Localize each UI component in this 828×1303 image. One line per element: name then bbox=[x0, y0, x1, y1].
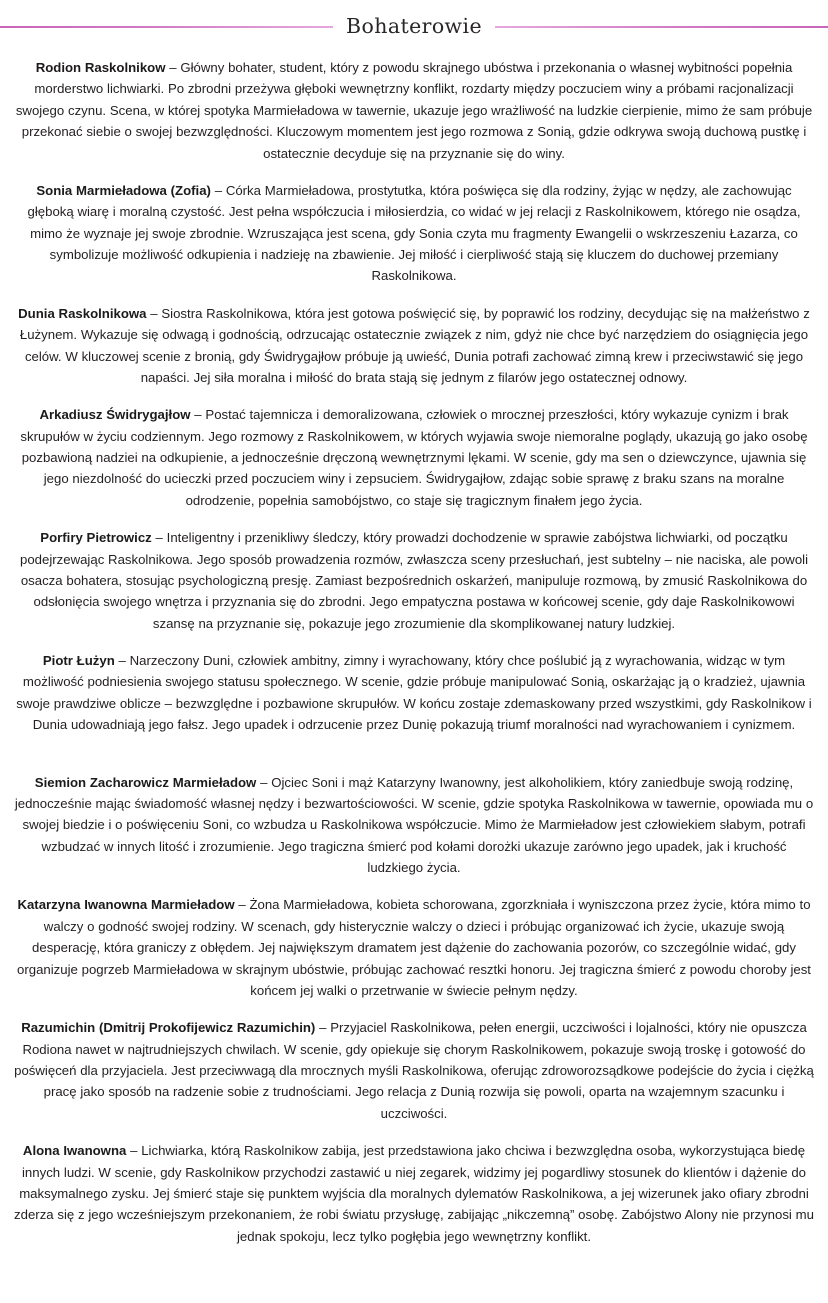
header-rule-right bbox=[495, 26, 828, 28]
character-name: Porfiry Pietrowicz bbox=[40, 530, 152, 546]
name-separator: – bbox=[234, 897, 250, 913]
character-name: Dunia Raskolnikowa bbox=[18, 305, 147, 321]
character-entry bbox=[14, 57, 814, 164]
document-header bbox=[0, 0, 828, 52]
character-description: Narzeczony Duni, człowiek ambitny, zimny i wyrachowany, który chce poślubić ją z wyrachowania, widząc w tym możliwość podniesienia swojego statusu społecznego. W scenie, gdzie próbuje manipulować Sonią, oskarżając ją o kradzież, ujawnia swoje prawdziwe oblicze – bezwzględne i pozbawione skrupułów. W końcu zostaje zdemaskowany przed wszystkimi, gdy Raskolnikow i Dunia udowadniają jego fałsz. Jego upadek i odrzucenie przez Dunię pokazują triumf moralności nad wyrachowaniem i cynizmem. bbox=[16, 653, 812, 733]
name-separator: – bbox=[114, 653, 130, 668]
header-rule-left bbox=[0, 26, 333, 28]
character-description: Lichwiarka, którą Raskolnikow zabija, jest przedstawiona jako chciwa i bezwzględna osoba, wykorzystująca biedę innych ludzi. W scenie, gdy Raskolnikow przychodzi zastawić u niej zegarek, widzimy jej pogardliwy stosunek do klientów i dążenie do maksymalnego zysku. Jej śmierć staje się punktem wyjścia dla moralnych dylematów Raskolnikowa, a jej wizerunek jako ofiary zbrodni zderza się z jego wcześniejszym przekonaniem, że robi światu przysługę, zabijając „nikczemną” osobę. Zabójstwo Alony nie przynosi mu jednak spokoju, lecz tylko pogłębia jego wewnętrzny konflikt. bbox=[14, 1143, 814, 1244]
character-list bbox=[0, 57, 828, 1303]
character-entry bbox=[14, 1017, 814, 1124]
character-name: Piotr Łużyn bbox=[42, 653, 115, 668]
name-separator: – bbox=[190, 407, 206, 423]
name-separator: – bbox=[151, 530, 167, 546]
character-entry bbox=[14, 527, 814, 634]
character-description: Żona Marmieładowa, kobieta schorowana, zgorzkniała i wyniszczona przez życie, która mimo to walczy o godność swojej rodziny. W scenach, gdy histerycznie walczy o dzieci i próbując organizować ich życie, ukazuje swoją desperację, która graniczy z obłędem. Jej największym dramatem jest dążenie do zachowania pozorów, co szczególnie widać, gdy organizuje pogrzeb Marmieładowa w skrajnym ubóstwie, próbując zachować resztki honoru. Jej tragiczna śmierć z powodu choroby jest końcem jej walki o przetrwanie w świecie pełnym nędzy. bbox=[17, 897, 811, 998]
character-description: Ojciec Soni i mąż Katarzyny Iwanowny, jest alkoholikiem, który zaniedbuje swoją rodzinę, jednocześnie mając świadomość własnej nędzy i bezwartościowości. W scenie, gdzie spotyka Raskolnikowa w tawernie, opowiada mu o swojej biedzie i o poświęceniu Soni, co wzbudza u Raskolnikowa współczucie. Mimo że Marmieładow jest człowiekiem słabym, potrafi wzbudzać w innych litość i zrozumienie. Jego tragiczna śmierć pod kołami dorożki ukazuje zarówno jego upadek, jak i kruchość ludzkiego życia. bbox=[14, 774, 814, 875]
name-separator: – bbox=[210, 182, 226, 198]
character-description: Córka Marmieładowa, prostytutka, która poświęca się dla rodziny, żyjąc w nędzy, ale zachowując głęboką wiarę i moralną czystość. Jest pełna współczucia i miłosierdzia, co widać w jej relacji z Raskolnikowem, którego nie osądza, mimo że wyznaje jej swoje zbrodnie. Wzruszająca jest scena, gdy Sonia czyta mu fragmenty Ewangelii o wskrzeszeniu Łazarza, co symbolizuje możliwość odkupienia i nadzieję na zbawienie. Jej miłość i cierpliwość stają się kluczem do duchowej przemiany Raskolnikowa. bbox=[27, 182, 801, 284]
name-separator: – bbox=[126, 1143, 142, 1159]
character-entry bbox=[14, 404, 814, 511]
name-separator: – bbox=[256, 774, 272, 790]
character-description: Główny bohater, student, który z powodu skrajnego ubóstwa i przekonania o własnej wybitności popełnia morderstwo lichwiarki. Po zbrodni przeżywa głęboki wewnętrzny konflikt, rozdarty między poczuciem winy a próbami racjonalizacji swojego czynu. Scena, w której spotyka Marmieładowa w tawernie, ukazuje jego wrażliwość na ludzkie cierpienie, mimo że sam próbuje przekonać siebie o swojej bezwzględności. Kluczowym momentem jest jego rozmowa z Sonią, gdzie odkrywa swoją duchową pustkę i ostatecznie decyduje się na przyznanie się do winy. bbox=[15, 60, 813, 161]
character-description: Przyjaciel Raskolnikowa, pełen energii, uczciwości i lojalności, który nie opuszcza Rodiona nawet w najtrudniejszych chwilach. W scenie, gdy opiekuje się chorym Raskolnikowem, pokazuje swoją troskę i gotowość do poświęceń dla przyjaciela. Jest przeciwwagą dla mrocznych myśli Raskolnikowa, oferując zdroworozsądkowe podejście do życia i ciężką pracę jako sposób na radzenie sobie z trudnościami. Jego relacja z Dunią rozwija się powoli, oparta na wzajemnym szacunku i uczciwości. bbox=[14, 1020, 814, 1121]
character-entry bbox=[14, 650, 814, 736]
page-title: Bohaterowie bbox=[346, 13, 482, 38]
character-description: Inteligentny i przenikliwy śledczy, który prowadzi dochodzenie w sprawie zabójstwa lichwiarki, od początku podejrzewając Raskolnikowa. Jego sposób prowadzenia rozmów, zwłaszcza sceny przesłuchań, jest subtelny – nie naciska, ale powoli osacza bohatera, stosując psychologiczną presję. Zamiast bezpośrednich oskarżeń, manipuluje rozmową, by zmusić Raskolnikowa do odsłonięcia swojego wnętrza i przyznania się do zbrodni. Jego empatyczna postawa w końcowej scenie, gdy daje Raskolnikowowi szansę na przyznanie się, pokazuje jego zrozumienie dla skomplikowanej natury ludzkiej. bbox=[19, 530, 809, 631]
character-description: Siostra Raskolnikowa, która jest gotowa poświęcić się, by poprawić los rodziny, decydując się na małżeństwo z Łużynem. Wykazuje się odwagą i godnością, odrzucając ostatecznie związek z nim, gdyż nie chce być narzędziem do osiągnięcia jego celów. W kluczowej scenie z bronią, gdy Świdrygajłow próbuje ją uwieść, Dunia potrafi zachować zimną krew i przeciwstawić się jego napaści. Jej siła moralna i miłość do brata stają się jednym z filarów jego ostatecznej odnowy. bbox=[19, 305, 810, 385]
character-name: Siemion Zacharowicz Marmieładow bbox=[34, 774, 257, 790]
character-name: Arkadiusz Świdrygajłow bbox=[39, 407, 191, 423]
character-entry bbox=[14, 894, 814, 1001]
name-separator: – bbox=[165, 60, 181, 75]
character-entry bbox=[14, 772, 814, 879]
name-separator: – bbox=[146, 305, 162, 321]
character-name: Sonia Marmieładowa (Zofia) bbox=[36, 182, 211, 198]
character-name: Razumichin (Dmitrij Prokofijewicz Razumichin) bbox=[21, 1020, 316, 1036]
character-name: Rodion Raskolnikow bbox=[35, 60, 166, 75]
character-entry bbox=[14, 1140, 814, 1247]
character-name: Alona Iwanowna bbox=[22, 1143, 127, 1159]
character-entry bbox=[14, 303, 814, 389]
character-entry bbox=[14, 180, 814, 287]
character-name: Katarzyna Iwanowna Marmieładow bbox=[17, 897, 235, 913]
character-description: Postać tajemnicza i demoralizowana, człowiek o mrocznej przeszłości, który wykazuje cynizm i brak skrupułów w życiu codziennym. Jego rozmowy z Raskolnikowem, w których wyjawia swoje niemoralne poglądy, ukazują go jako osobę pozbawioną nadziei na odkupienie, a jednocześnie dręczoną wewnętrznymi lękami. W scenie, gdy ma sen o dziewczynce, ujawnia się jego niezdolność do ucieczki przed poczuciem winy i zepsuciem. Świdrygajłow, zdając sobie sprawę z braku szans na moralne odrodzenie, popełnia samobójstwo, co staje się tragicznym finałem jego życia. bbox=[20, 407, 808, 508]
name-separator: – bbox=[315, 1020, 331, 1036]
